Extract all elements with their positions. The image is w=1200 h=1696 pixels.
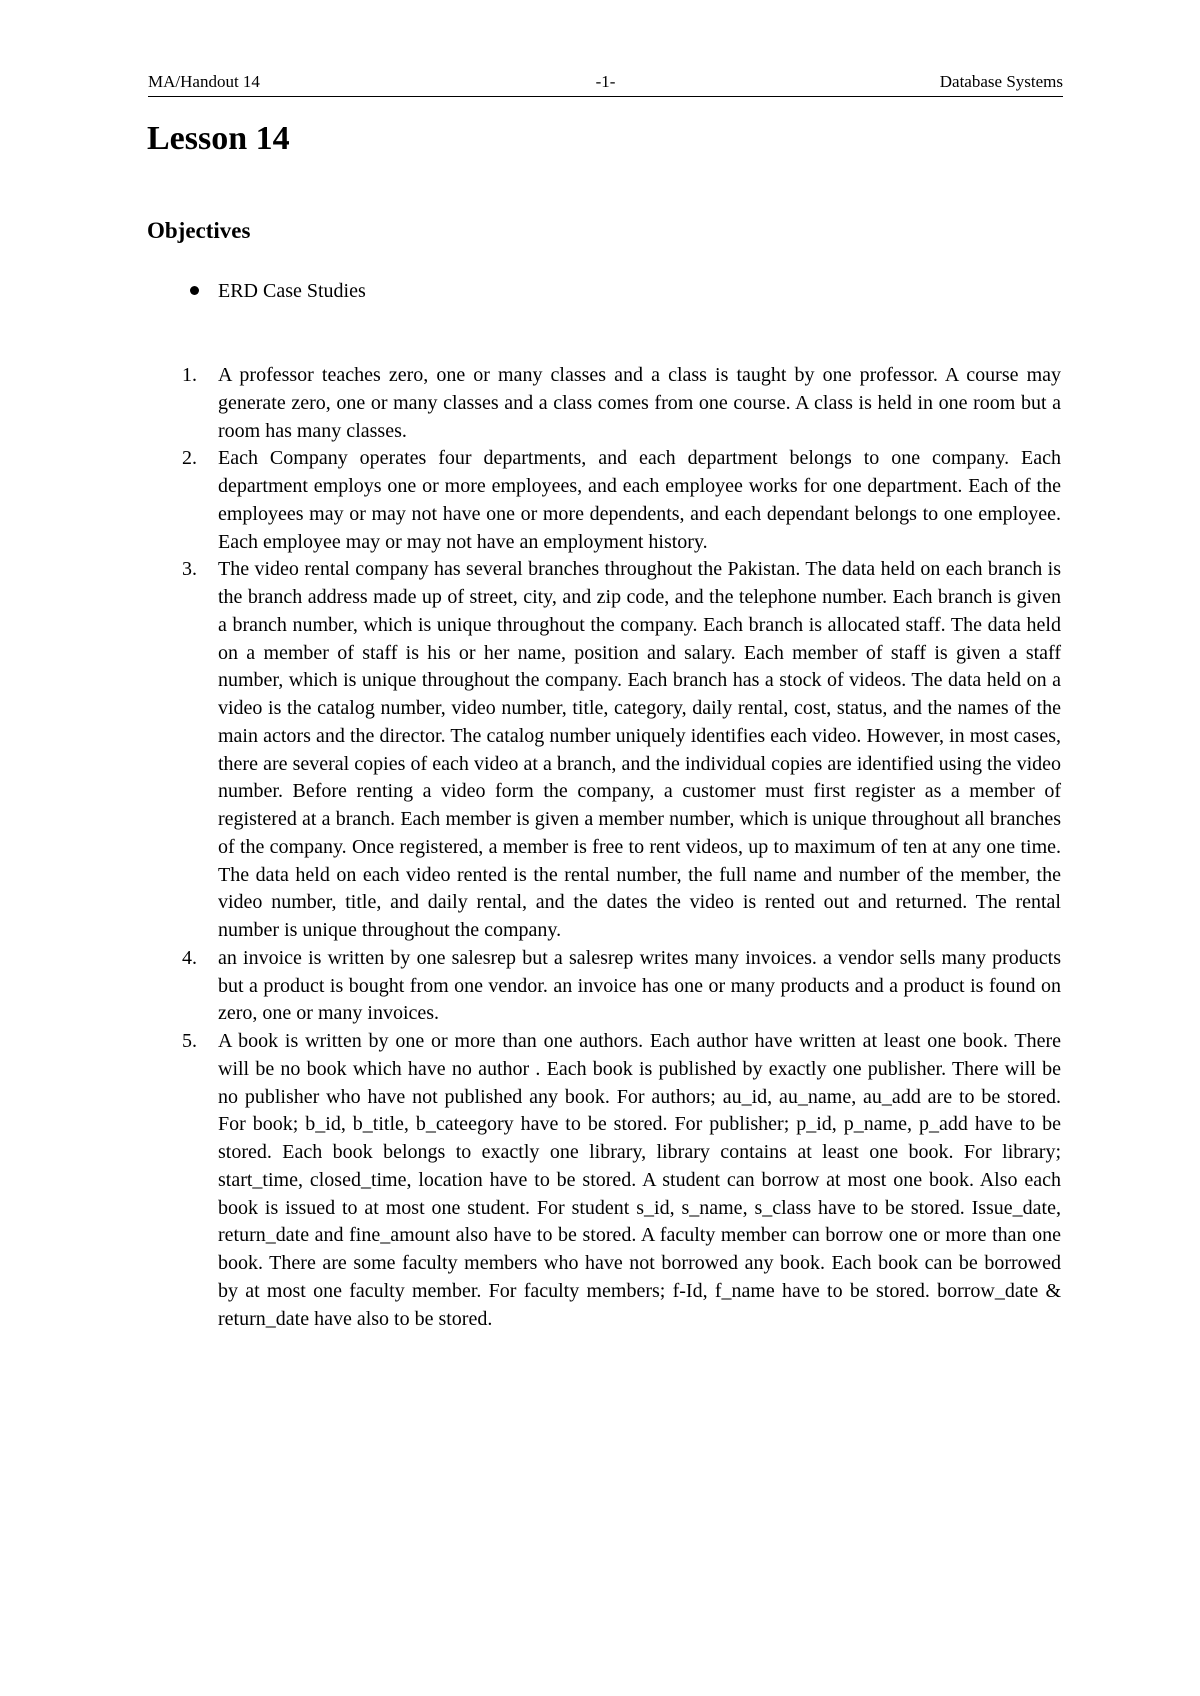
header-course-name: Database Systems <box>939 72 1063 91</box>
case-text: an invoice is written by one salesrep but a salesrep writes many invoices. a vendor sells many products but a product is bought from one vendor. an invoice has one or many products and a product is found on zero, one or many invoices. <box>218 946 1061 1025</box>
case-study-item <box>182 556 1061 945</box>
header-handout-id: MA/Handout 14 <box>148 72 260 91</box>
case-number: 5. <box>182 1030 197 1052</box>
case-number: 4. <box>182 946 197 969</box>
objective-text: ERD Case Studies <box>218 280 366 302</box>
case-number: 1. <box>182 364 197 386</box>
objectives-heading: Objectives <box>147 218 251 243</box>
case-number: 3. <box>182 558 197 581</box>
lesson-title: Lesson 14 <box>147 120 290 157</box>
case-text: A book is written by one or more than one authors. Each author have written at least one book. There will be no book which have no author . Each book is published by exactly one publisher. There will be no publisher who have not published any book. For authors; au_id, au_name, au_add are to be stored. For book; b_id, b_title, b_cateegory have to be stored. For publisher; p_id, p_name, p_add have to be stored. Each book belongs to exactly one library, library contains at least one book. For library; start_time, closed_time, location have to be stored. A student can borrow at most one book. Also each book is issued to at most one student. For student s_id, s_name, s_class have to be stored. Issue_date, return_date and fine_amount also have to be stored. A faculty member can borrow one or more than one book. There are some faculty members who have not borrowed any book. Each book can be borrowed by at most one faculty member. For faculty members; f-Id, f_name have to be stored. borrow_date & return_date have also to be stored. <box>218 1030 1061 1330</box>
case-study-item <box>182 445 1061 556</box>
page-header <box>148 72 1063 97</box>
case-text: The video rental company has several branches throughout the Pakistan. The data held on each branch is the branch address made up of street, city, and zip code, and the telephone number. Each branch is given a branch number, which is unique throughout the company. Each branch is allocated staff. The data held on a member of staff is his or her name, position and salary. Each member of staff is given a staff number, which is unique throughout the company. Each branch has a stock of videos. The data held on a video is the catalog number, video number, title, category, daily rental, cost, status, and the names of the main actors and the director. The catalog number uniquely identifies each video. However, in most cases, there are several copies of each video at a branch, and the individual copies are identified using the video number. Before renting a video form the company, a customer must first register as a member of registered at a branch. Each member is given a member number, which is unique throughout all branches of the company. Once registered, a member is free to rent videos, up to maximum of ten at any one time. The data held on each video rented is the rental number, the full name and number of the member, the video number, title, and daily rental, and the dates the video is rented out and returned. The rental number is unique throughout the company. <box>218 558 1061 941</box>
case-study-item <box>182 945 1061 1028</box>
header-page-number: -1- <box>595 72 616 91</box>
case-text: Each Company operates four departments, and each department belongs to one company. Each department employs one or more employees, and each employee works for one department. Each of the employees may or may not have one or more dependents, and each dependant belongs to one employee. Each employee may or may not have an employment history. <box>218 447 1061 553</box>
case-text: A professor teaches zero, one or many classes and a class is taught by one professor. A course may generate zero, one or many classes and a class comes from one course. A class is held in one room but a room has many classes. <box>218 364 1061 442</box>
case-study-list <box>182 362 1061 1333</box>
objectives-list <box>218 278 366 304</box>
case-number: 2. <box>182 447 197 470</box>
objective-item <box>218 278 366 304</box>
case-study-item <box>182 1028 1061 1333</box>
bullet-icon <box>190 286 199 295</box>
case-study-item <box>182 362 1061 445</box>
